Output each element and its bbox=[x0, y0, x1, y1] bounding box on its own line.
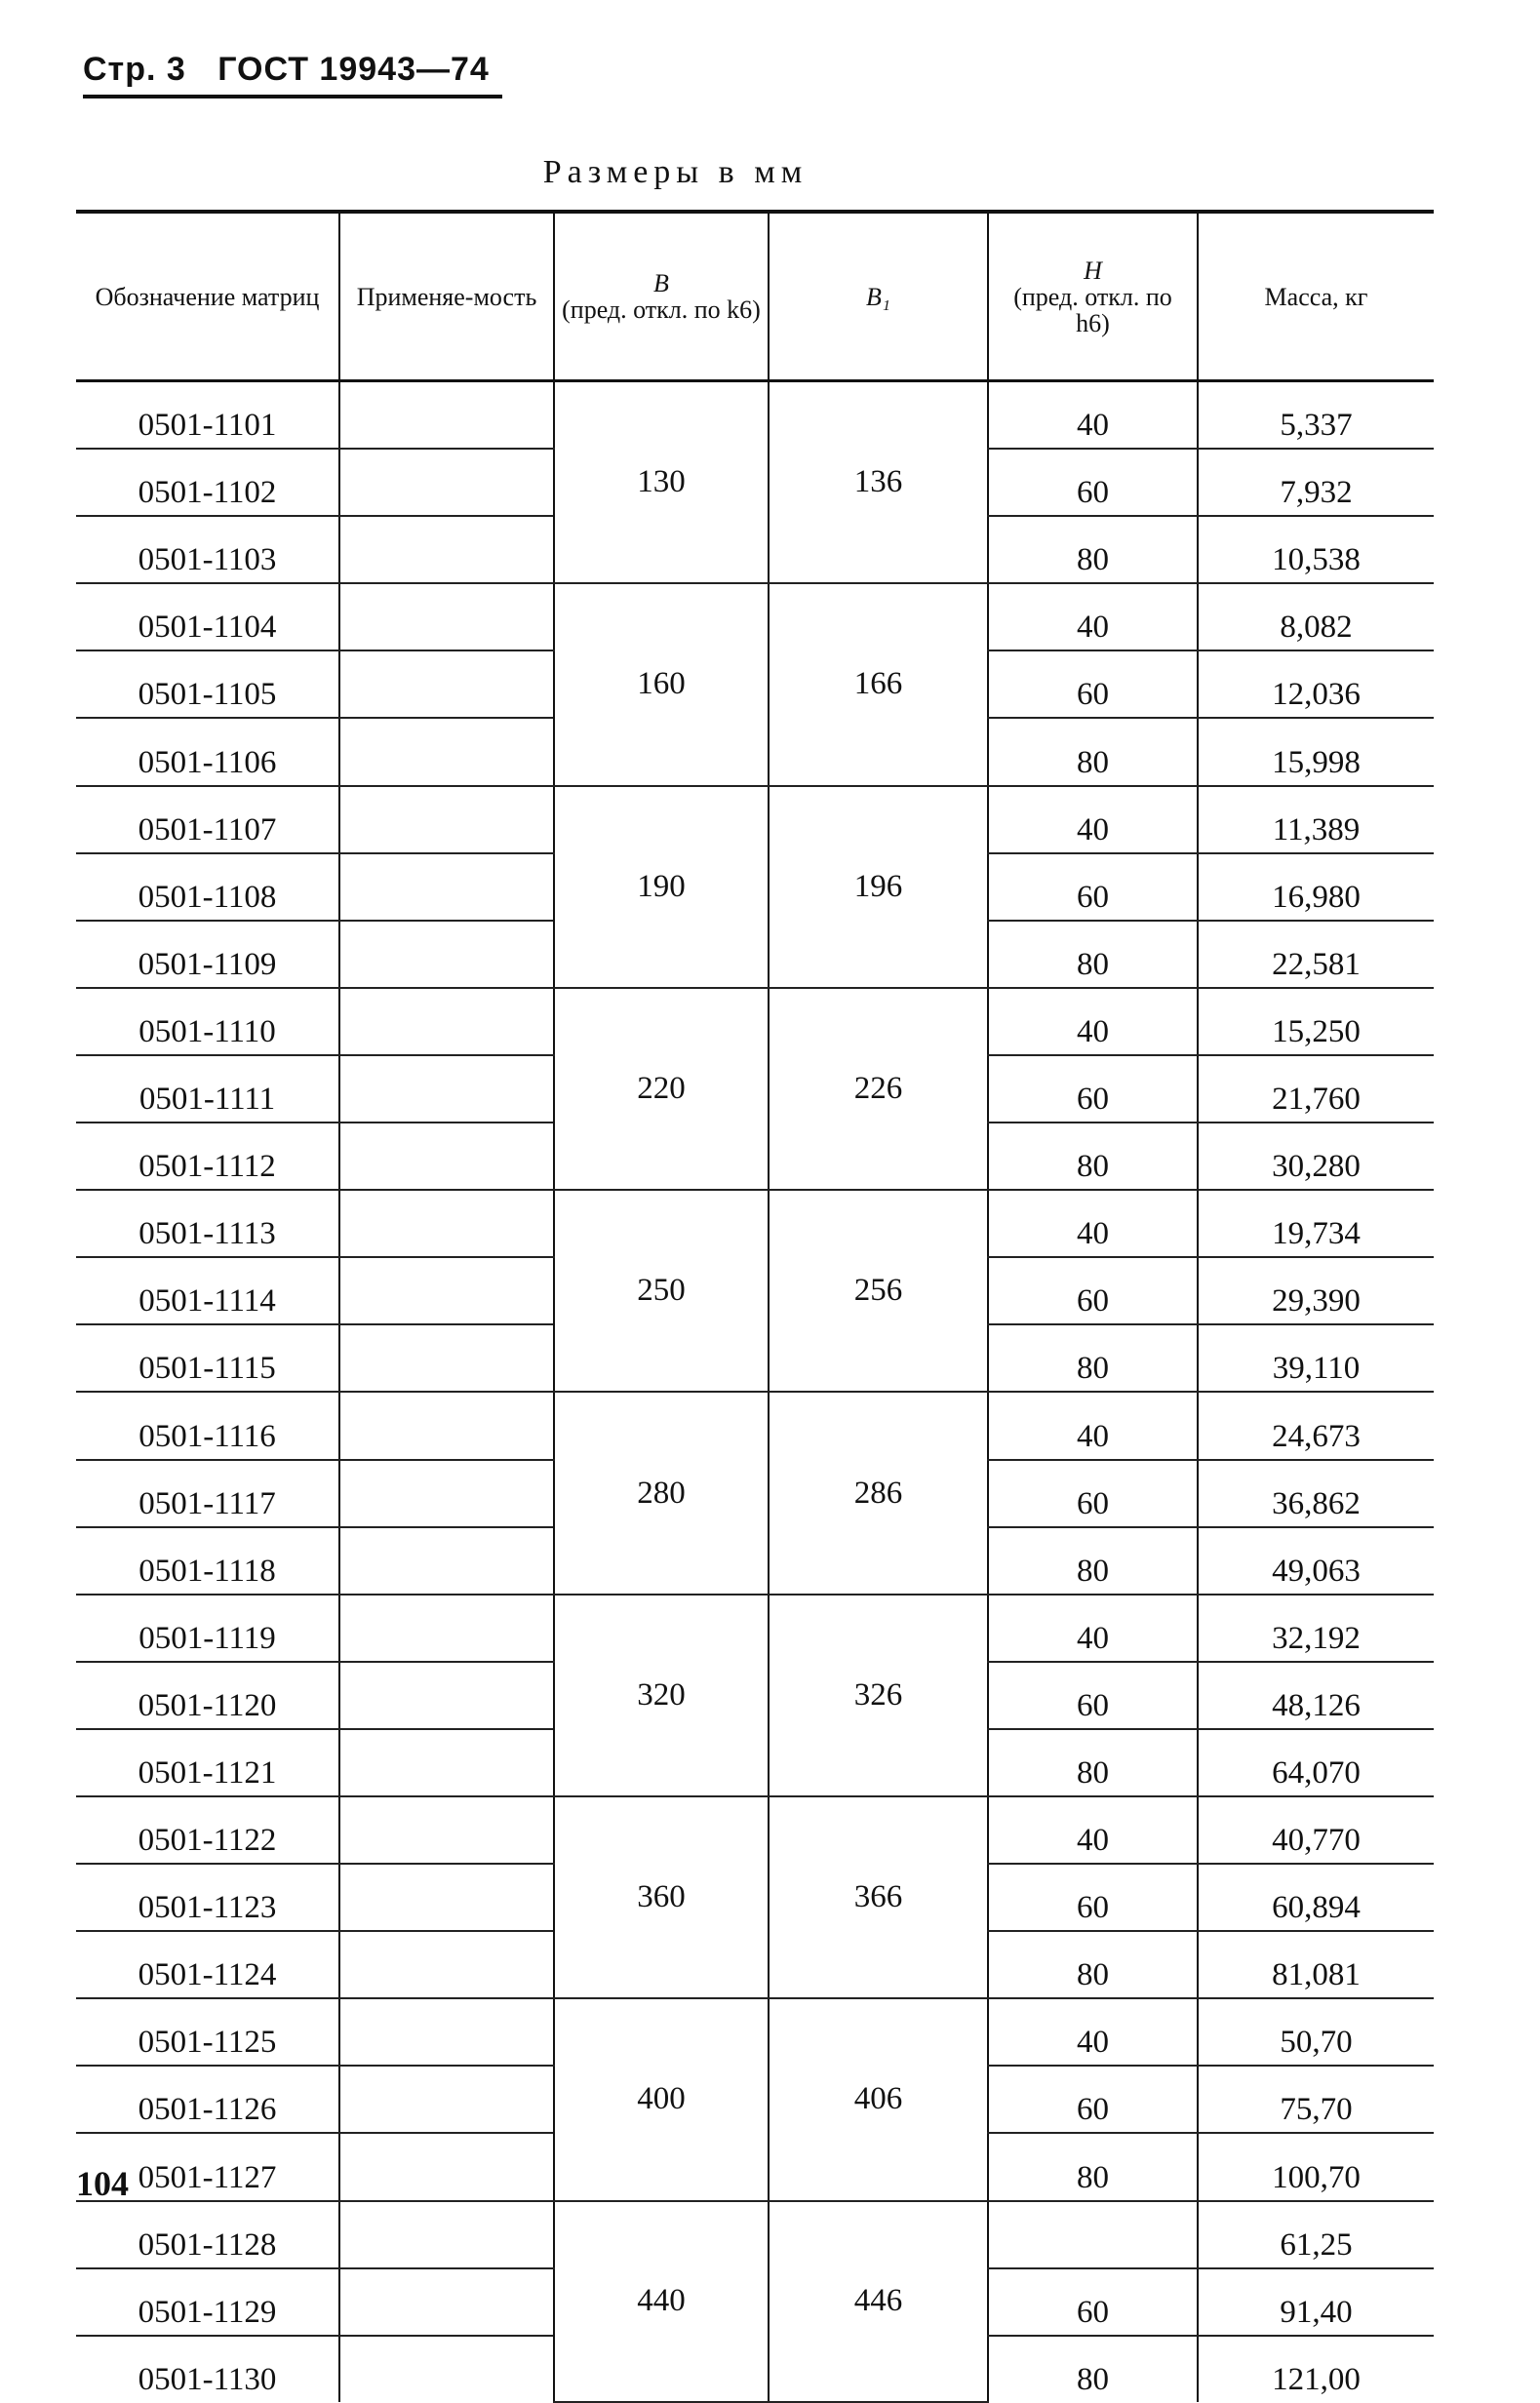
table-row bbox=[76, 583, 1434, 650]
cell-h: 40 bbox=[988, 1595, 1198, 1662]
cell-applicability bbox=[339, 1460, 554, 1527]
cell-h: 60 bbox=[988, 1055, 1198, 1123]
cell-applicability bbox=[339, 718, 554, 785]
cell-applicability bbox=[339, 2066, 554, 2133]
cell-h: 60 bbox=[988, 449, 1198, 516]
cell-h: 60 bbox=[988, 1257, 1198, 1324]
cell-b: 160 bbox=[554, 583, 769, 785]
cell-h: 60 bbox=[988, 853, 1198, 921]
cell-applicability bbox=[339, 1662, 554, 1729]
cell-applicability bbox=[339, 1392, 554, 1459]
cell-h: 40 bbox=[988, 988, 1198, 1055]
dimensions-table bbox=[76, 210, 1434, 2403]
cell-code: 0501-1112 bbox=[76, 1123, 339, 1190]
cell-b: 250 bbox=[554, 1190, 769, 1392]
cell-h: 80 bbox=[988, 1324, 1198, 1392]
cell-applicability bbox=[339, 1931, 554, 1998]
col-header-h bbox=[988, 212, 1198, 381]
cell-applicability bbox=[339, 2201, 554, 2268]
cell-h: 80 bbox=[988, 718, 1198, 785]
cell-code: 0501-1124 bbox=[76, 1931, 339, 1998]
cell-b: 440 bbox=[554, 2201, 769, 2402]
cell-mass: 61,25 bbox=[1198, 2201, 1434, 2268]
cell-h: 80 bbox=[988, 2133, 1198, 2200]
cell-b1: 166 bbox=[769, 583, 988, 785]
cell-applicability bbox=[339, 1998, 554, 2066]
cell-applicability bbox=[339, 449, 554, 516]
cell-mass: 22,581 bbox=[1198, 921, 1434, 988]
col-header-code: Обозначение матриц bbox=[76, 212, 339, 381]
dimensions-table-wrap bbox=[76, 210, 1434, 2403]
cell-mass: 49,063 bbox=[1198, 1527, 1434, 1595]
cell-mass: 7,932 bbox=[1198, 449, 1434, 516]
page-number: 104 bbox=[76, 2164, 129, 2203]
cell-h bbox=[988, 2201, 1198, 2268]
cell-applicability bbox=[339, 1123, 554, 1190]
cell-b1: 226 bbox=[769, 988, 988, 1190]
cell-h: 80 bbox=[988, 1123, 1198, 1190]
cell-b1: 406 bbox=[769, 1998, 988, 2200]
cell-mass: 29,390 bbox=[1198, 1257, 1434, 1324]
cell-b1: 196 bbox=[769, 786, 988, 988]
cell-applicability bbox=[339, 381, 554, 450]
cell-code: 0501-1125 bbox=[76, 1998, 339, 2066]
cell-code: 0501-1127 bbox=[76, 2133, 339, 2200]
cell-applicability bbox=[339, 1055, 554, 1123]
cell-h: 60 bbox=[988, 2066, 1198, 2133]
cell-mass: 10,538 bbox=[1198, 516, 1434, 583]
cell-applicability bbox=[339, 1595, 554, 1662]
cell-h: 80 bbox=[988, 1931, 1198, 1998]
cell-mass: 32,192 bbox=[1198, 1595, 1434, 1662]
cell-code: 0501-1104 bbox=[76, 583, 339, 650]
cell-mass: 48,126 bbox=[1198, 1662, 1434, 1729]
cell-applicability bbox=[339, 1796, 554, 1864]
cell-mass: 19,734 bbox=[1198, 1190, 1434, 1257]
cell-mass: 64,070 bbox=[1198, 1729, 1434, 1796]
table-row bbox=[76, 1392, 1434, 1459]
standard-number: ГОСТ 19943—74 bbox=[217, 51, 490, 88]
table-row bbox=[76, 1796, 1434, 1864]
cell-b: 190 bbox=[554, 786, 769, 988]
cell-applicability bbox=[339, 2268, 554, 2336]
col-header-b-sub: (пред. откл. по k6) bbox=[562, 295, 761, 324]
cell-h: 80 bbox=[988, 2336, 1198, 2402]
cell-h: 80 bbox=[988, 1729, 1198, 1796]
cell-h: 40 bbox=[988, 583, 1198, 650]
cell-mass: 30,280 bbox=[1198, 1123, 1434, 1190]
page-label: Стр. 3 bbox=[83, 51, 186, 88]
cell-mass: 24,673 bbox=[1198, 1392, 1434, 1459]
cell-b: 280 bbox=[554, 1392, 769, 1594]
cell-code: 0501-1117 bbox=[76, 1460, 339, 1527]
cell-applicability bbox=[339, 1190, 554, 1257]
col-header-b1 bbox=[769, 212, 988, 381]
cell-code: 0501-1113 bbox=[76, 1190, 339, 1257]
cell-code: 0501-1101 bbox=[76, 381, 339, 450]
cell-code: 0501-1126 bbox=[76, 2066, 339, 2133]
cell-h: 40 bbox=[988, 1392, 1198, 1459]
cell-code: 0501-1115 bbox=[76, 1324, 339, 1392]
table-row bbox=[76, 1998, 1434, 2066]
cell-mass: 40,770 bbox=[1198, 1796, 1434, 1864]
cell-applicability bbox=[339, 650, 554, 718]
cell-mass: 39,110 bbox=[1198, 1324, 1434, 1392]
cell-b: 360 bbox=[554, 1796, 769, 1998]
cell-code: 0501-1106 bbox=[76, 718, 339, 785]
cell-h: 60 bbox=[988, 1864, 1198, 1931]
cell-b1: 136 bbox=[769, 381, 988, 584]
cell-mass: 36,862 bbox=[1198, 1460, 1434, 1527]
cell-b: 320 bbox=[554, 1595, 769, 1796]
cell-code: 0501-1123 bbox=[76, 1864, 339, 1931]
table-body bbox=[76, 381, 1434, 2402]
table-row bbox=[76, 1595, 1434, 1662]
cell-mass: 21,760 bbox=[1198, 1055, 1434, 1123]
cell-b1: 326 bbox=[769, 1595, 988, 1796]
cell-applicability bbox=[339, 1527, 554, 1595]
table-row bbox=[76, 1190, 1434, 1257]
col-header-b-title: B bbox=[653, 269, 669, 297]
cell-mass: 15,998 bbox=[1198, 718, 1434, 785]
cell-h: 80 bbox=[988, 516, 1198, 583]
cell-applicability bbox=[339, 2133, 554, 2200]
cell-h: 40 bbox=[988, 786, 1198, 853]
cell-h: 80 bbox=[988, 1527, 1198, 1595]
cell-h: 40 bbox=[988, 1190, 1198, 1257]
cell-b1: 366 bbox=[769, 1796, 988, 1998]
cell-h: 60 bbox=[988, 1460, 1198, 1527]
cell-h: 60 bbox=[988, 2268, 1198, 2336]
cell-code: 0501-1111 bbox=[76, 1055, 339, 1123]
col-header-mass: Масса, кг bbox=[1198, 212, 1434, 381]
cell-code: 0501-1109 bbox=[76, 921, 339, 988]
col-header-h-sub: (пред. откл. по h6) bbox=[1013, 282, 1172, 337]
cell-applicability bbox=[339, 1257, 554, 1324]
cell-mass: 5,337 bbox=[1198, 381, 1434, 450]
cell-b: 130 bbox=[554, 381, 769, 584]
cell-mass: 12,036 bbox=[1198, 650, 1434, 718]
cell-code: 0501-1122 bbox=[76, 1796, 339, 1864]
cell-code: 0501-1121 bbox=[76, 1729, 339, 1796]
units-caption: Размеры в мм bbox=[542, 154, 809, 190]
cell-h: 40 bbox=[988, 1998, 1198, 2066]
cell-applicability bbox=[339, 516, 554, 583]
cell-b1: 446 bbox=[769, 2201, 988, 2402]
cell-mass: 75,70 bbox=[1198, 2066, 1434, 2133]
table-row bbox=[76, 786, 1434, 853]
cell-h: 40 bbox=[988, 381, 1198, 450]
table-header-row bbox=[76, 212, 1434, 381]
cell-applicability bbox=[339, 1864, 554, 1931]
cell-code: 0501-1129 bbox=[76, 2268, 339, 2336]
cell-mass: 100,70 bbox=[1198, 2133, 1434, 2200]
cell-code: 0501-1107 bbox=[76, 786, 339, 853]
cell-h: 60 bbox=[988, 650, 1198, 718]
cell-applicability bbox=[339, 1729, 554, 1796]
cell-applicability bbox=[339, 921, 554, 988]
cell-h: 80 bbox=[988, 921, 1198, 988]
cell-h: 40 bbox=[988, 1796, 1198, 1864]
cell-b: 400 bbox=[554, 1998, 769, 2200]
cell-h: 60 bbox=[988, 1662, 1198, 1729]
cell-mass: 91,40 bbox=[1198, 2268, 1434, 2336]
cell-applicability bbox=[339, 583, 554, 650]
table-row bbox=[76, 2201, 1434, 2268]
cell-code: 0501-1130 bbox=[138, 2361, 277, 2397]
cell-applicability bbox=[339, 988, 554, 1055]
col-header-b bbox=[554, 212, 769, 381]
cell-applicability bbox=[339, 1324, 554, 1392]
cell-code: 0501-1114 bbox=[76, 1257, 339, 1324]
col-header-b1-title: B₁ bbox=[866, 282, 890, 311]
cell-code: 0501-1103 bbox=[76, 516, 339, 583]
col-header-h-title: H bbox=[1084, 256, 1102, 285]
cell-code: 0501-1105 bbox=[76, 650, 339, 718]
cell-mass: 60,894 bbox=[1198, 1864, 1434, 1931]
cell-applicability bbox=[339, 786, 554, 853]
cell-code: 0501-1102 bbox=[76, 449, 339, 516]
cell-mass: 50,70 bbox=[1198, 1998, 1434, 2066]
cell-code: 0501-1118 bbox=[76, 1527, 339, 1595]
cell-code: 0501-1128 bbox=[76, 2201, 339, 2268]
cell-b: 220 bbox=[554, 988, 769, 1190]
cell-code: 0501-1120 bbox=[76, 1662, 339, 1729]
cell-mass: 11,389 bbox=[1198, 786, 1434, 853]
cell-code: 0501-1119 bbox=[76, 1595, 339, 1662]
cell-mass: 16,980 bbox=[1198, 853, 1434, 921]
cell-mass: 121,00 bbox=[1198, 2336, 1434, 2402]
table-row bbox=[76, 381, 1434, 450]
cell-mass: 15,250 bbox=[1198, 988, 1434, 1055]
cell-b1: 256 bbox=[769, 1190, 988, 1392]
col-header-applicability: Применяе-мость bbox=[339, 212, 554, 381]
cell-mass: 8,082 bbox=[1198, 583, 1434, 650]
cell-code: 0501-1110 bbox=[76, 988, 339, 1055]
cell-applicability bbox=[339, 853, 554, 921]
cell-mass: 81,081 bbox=[1198, 1931, 1434, 1998]
table-row bbox=[76, 988, 1434, 1055]
cell-code: 0501-1116 bbox=[76, 1392, 339, 1459]
page-header bbox=[83, 51, 502, 98]
cell-applicability bbox=[339, 2336, 554, 2402]
cell-b1: 286 bbox=[769, 1392, 988, 1594]
cell-code: 0501-1108 bbox=[76, 853, 339, 921]
